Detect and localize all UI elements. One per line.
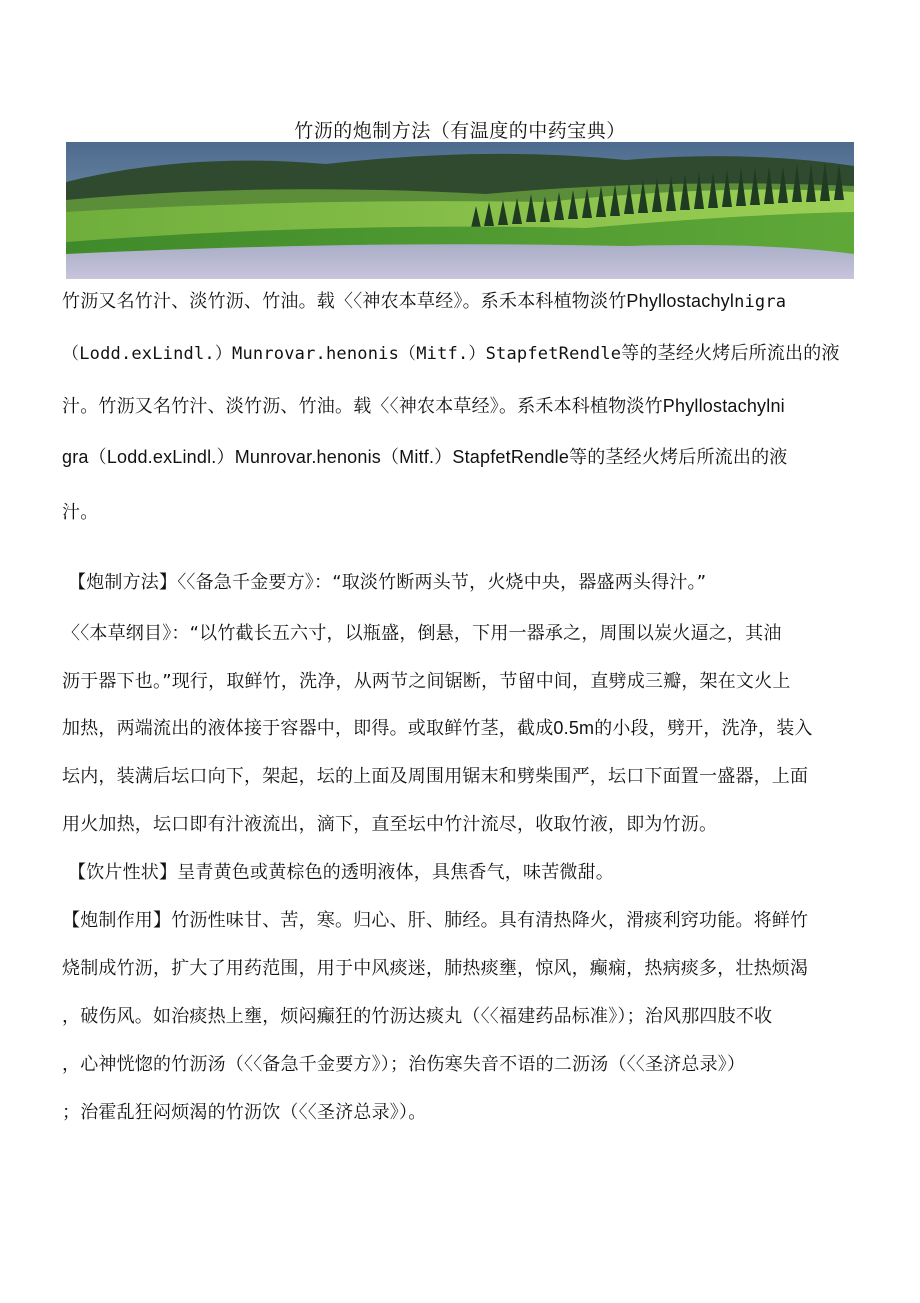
effect-line-1: 【炮制作用】竹沥性味甘、苦，寒。归心、肝、肺经。具有清热降火，滑痰利窍功能。将鲜竹 [62, 910, 809, 931]
intro-text: 汁。竹沥又名竹汁、淡竹沥、竹油。载〈〈神农本草经》。系禾本科植物淡竹 [62, 396, 663, 417]
method-line-6: 用火加热，坛口即有汁液流出，滴下，直至坛中竹汁流尽，收取竹液，即为竹沥。 [62, 814, 718, 835]
latin-name: Phyllostachylni [662, 396, 785, 416]
intro-line-4 [62, 443, 857, 469]
method-line-3: 沥于器下也。”现行，取鲜竹，洗净，从两节之间锯断，节留中间，直劈成三瓣，架在文火上 [62, 671, 791, 692]
effect-line-4: ，心神恍惚的竹沥汤（〈〈备急千金要方》）；治伤寒失音不语的二沥汤（〈〈圣济总录》） [62, 1054, 746, 1075]
intro-text: 等的茎经火烤后所流出的液 [569, 447, 788, 468]
landscape-banner-image [66, 142, 854, 279]
method-line-5: 坛内，装满后坛口向下，架起，坛的上面及周围用锯末和劈柴围严，坛口下面置一盛器，上面 [62, 766, 809, 787]
intro-text: 等的茎经火烤后所流出的液 [621, 343, 840, 364]
effect-line-3: ，破伤风。如治痰热上壅，烦闷癫狂的竹沥达痰丸（〈〈福建药品标准》）；治风那四肢不收 [62, 1006, 773, 1027]
method-line-1: 【炮制方法】〈〈备急千金要方》：“取淡竹断两头节，火烧中央，器盛两头得汁。” [68, 572, 707, 593]
intro-line-3 [62, 392, 857, 418]
appearance-line-1: 【饮片性状】呈青黄色或黄棕色的透明液体，具焦香气，味苦微甜。 [68, 862, 614, 883]
intro-line-1 [62, 287, 857, 313]
intro-line-2 [62, 339, 857, 365]
latin-name: Phyllostachyl [626, 291, 735, 311]
latin-name: （Lodd.exLindl.）Munrovar.henonis（Mitf.）StapfetRendle [62, 344, 622, 364]
method-text: 的小段，劈开，洗净，装入 [594, 718, 813, 739]
method-line-4 [62, 714, 857, 740]
latin-name: nigra [734, 292, 787, 312]
effect-line-2: 烧制成竹沥，扩大了用药范围，用于中风痰迷，肺热痰壅，惊风，癫痫，热病痰多，壮热烦渴 [62, 958, 809, 979]
landscape-illustration [66, 142, 854, 279]
intro-line-5: 汁。 [62, 502, 99, 523]
method-line-2: 〈〈本草纲目》：“以竹截长五六寸，以瓶盛，倒悬，下用一器承之，周围以炭火逼之，其油 [62, 623, 782, 644]
method-text: 加热，两端流出的液体接于容器中，即得。或取鲜竹茎，截成 [62, 718, 554, 739]
effect-line-5: ；治霍乱狂闷烦渴的竹沥饮（〈〈圣济总录》）。 [62, 1102, 427, 1123]
latin-name: gra（Lodd.exLindl.）Munrovar.henonis（Mitf.）StapfetRendle [62, 447, 570, 467]
document-title: 竹沥的炮制方法（有温度的中药宝典） [294, 120, 626, 142]
length-value: 0.5m [553, 718, 595, 738]
intro-text: 竹沥又名竹汁、淡竹沥、竹油。载〈〈神农本草经》。系禾本科植物淡竹 [62, 291, 627, 312]
